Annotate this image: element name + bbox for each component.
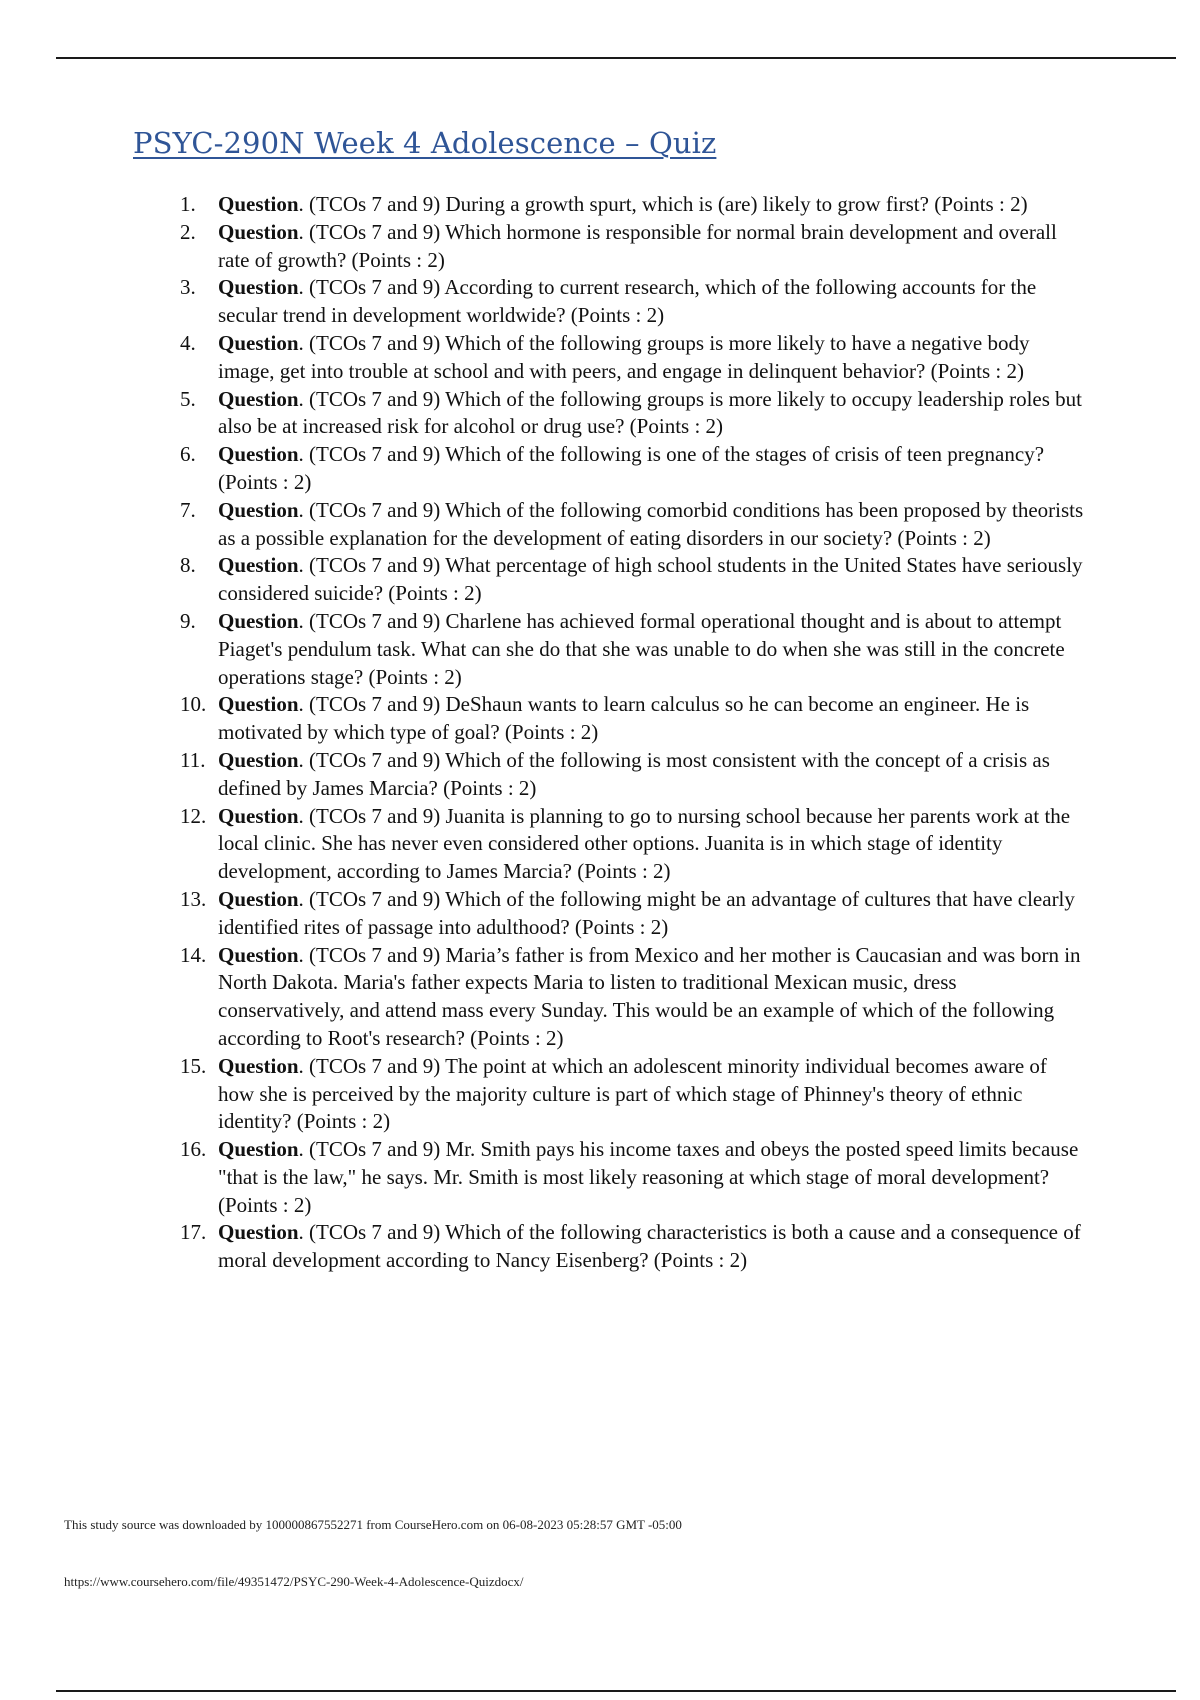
question-item (0, 386, 1088, 442)
question-number: 17. (180, 1220, 207, 1245)
question-number: 3. (180, 275, 196, 300)
question-number: 8. (180, 553, 196, 578)
question-item (0, 497, 1088, 553)
question-label: Question (218, 192, 299, 216)
download-source-note: This study source was downloaded by 100000867552271 from CourseHero.com on 06-08-2023 05:28:57 GMT -05:00 (64, 1517, 682, 1532)
question-text: . (TCOs 7 and 9) Which of the following might be an advantage of cultures that have clearly identified rites of passage into adulthood? (Points : 2) (218, 886, 1075, 939)
question-text: . (TCOs 7 and 9) Which of the following characteristics is both a cause and a consequence of moral development according to Nancy Eisenberg? (Points : 2) (218, 1220, 1081, 1273)
question-item (0, 552, 1088, 608)
question-label: Question (218, 747, 299, 772)
question-item (0, 1219, 1088, 1275)
question-number: 7. (180, 497, 196, 522)
question-text: . (TCOs 7 and 9) Which of the following groups is more likely to have a negative body image, get into trouble at school and with peers, and engage in delinquent behavior? (Points : 2) (218, 330, 1030, 383)
question-number: 5. (180, 386, 196, 411)
question-number: 6. (180, 442, 196, 467)
question-label: Question (218, 608, 299, 633)
question-label: Question (218, 1053, 299, 1078)
question-item (0, 886, 1088, 942)
question-label: Question (218, 219, 299, 244)
page-title: PSYC-290N Week 4 Adolescence – Quiz (133, 126, 717, 160)
question-label: Question (218, 942, 299, 967)
question-item (0, 191, 1088, 219)
question-text: . (TCOs 7 and 9) Which of the following is most consistent with the concept of a crisis as defined by James Marcia? (Points : 2) (218, 747, 1050, 800)
source-url: https://www.coursehero.com/file/49351472/PSYC-290-Week-4-Adolescence-Quizdocx/ (64, 1574, 524, 1589)
question-number: 13. (180, 886, 207, 911)
question-number: 15. (180, 1053, 207, 1078)
question-number: 11. (180, 747, 206, 772)
question-number: 16. (180, 1137, 207, 1162)
question-text: . (TCOs 7 and 9) During a growth spurt, which is (are) likely to grow first? (Points : 2) (298, 192, 1028, 216)
question-number: 9. (180, 608, 196, 633)
question-text: . (TCOs 7 and 9) Charlene has achieved formal operational thought and is about to attempt Piaget's pendulum task. What can she do that she was unable to do when she was still in the concrete operations stage? (Points : 2) (218, 608, 1065, 689)
question-label: Question (218, 330, 299, 355)
question-item (0, 942, 1088, 1053)
question-item (0, 608, 1088, 691)
question-item (0, 219, 1088, 275)
question-label: Question (218, 497, 299, 522)
question-number: 14. (180, 942, 207, 967)
question-text: . (TCOs 7 and 9) Which of the following groups is more likely to occupy leadership roles but also be at increased risk for alcohol or drug use? (Points : 2) (218, 386, 1082, 439)
question-text: . (TCOs 7 and 9) Maria’s father is from Mexico and her mother is Caucasian and was born in North Dakota. Maria's father expects Maria to listen to traditional Mexican music, dress conservatively, and attend mass every Sunday. This would be an example of which of the following according to Root's research? (Points : 2) (218, 942, 1081, 1050)
bottom-divider (56, 1690, 1176, 1692)
question-item (0, 441, 1088, 497)
question-number: 10. (180, 692, 207, 717)
question-item (0, 747, 1088, 803)
question-item (0, 1053, 1088, 1136)
question-label: Question (218, 692, 299, 717)
question-item (0, 274, 1088, 330)
question-label: Question (218, 1137, 299, 1162)
question-label: Question (218, 275, 299, 300)
question-text: . (TCOs 7 and 9) The point at which an adolescent minority individual becomes aware of how she is perceived by the majority culture is part of which stage of Phinney's theory of ethnic identity? (Points : 2) (218, 1053, 1047, 1134)
question-label: Question (218, 886, 299, 911)
question-item (0, 1136, 1088, 1219)
question-text: . (TCOs 7 and 9) DeShaun wants to learn calculus so he can become an engineer. He is motivated by which type of goal? (Points : 2) (218, 692, 1030, 745)
question-number: 1. (180, 192, 196, 216)
question-list (0, 191, 1200, 1275)
top-divider (56, 57, 1176, 59)
question-item (0, 803, 1088, 886)
question-label: Question (218, 803, 299, 828)
question-text: . (TCOs 7 and 9) Which hormone is responsible for normal brain development and overall rate of growth? (Points : 2) (218, 219, 1057, 272)
question-number: 12. (180, 803, 207, 828)
question-label: Question (218, 1220, 299, 1245)
question-label: Question (218, 386, 299, 411)
question-number: 4. (180, 330, 196, 355)
question-item (0, 691, 1088, 747)
question-text: . (TCOs 7 and 9) Juanita is planning to go to nursing school because her parents work at the local clinic. She has never even considered other options. Juanita is in which stage of identity development, according to James Marcia? (Points : 2) (218, 803, 1071, 884)
question-text: . (TCOs 7 and 9) Which of the following comorbid conditions has been proposed by theorists as a possible explanation for the development of eating disorders in our society? (Points : 2) (218, 497, 1084, 550)
question-text: . (TCOs 7 and 9) According to current research, which of the following accounts for the secular trend in development worldwide? (Points : 2) (218, 275, 1037, 328)
question-item (0, 330, 1088, 386)
question-label: Question (218, 553, 299, 578)
question-number: 2. (180, 219, 196, 244)
question-label: Question (218, 442, 299, 467)
question-text: . (TCOs 7 and 9) What percentage of high school students in the United States have seriously considered suicide? (Points : 2) (218, 553, 1083, 606)
question-text: . (TCOs 7 and 9) Mr. Smith pays his income taxes and obeys the posted speed limits because "that is the law," he says. Mr. Smith is most likely reasoning at which stage of moral development? (Points : 2) (218, 1137, 1079, 1217)
question-text: . (TCOs 7 and 9) Which of the following is one of the stages of crisis of teen pregnancy? (Points : 2) (218, 442, 1045, 494)
